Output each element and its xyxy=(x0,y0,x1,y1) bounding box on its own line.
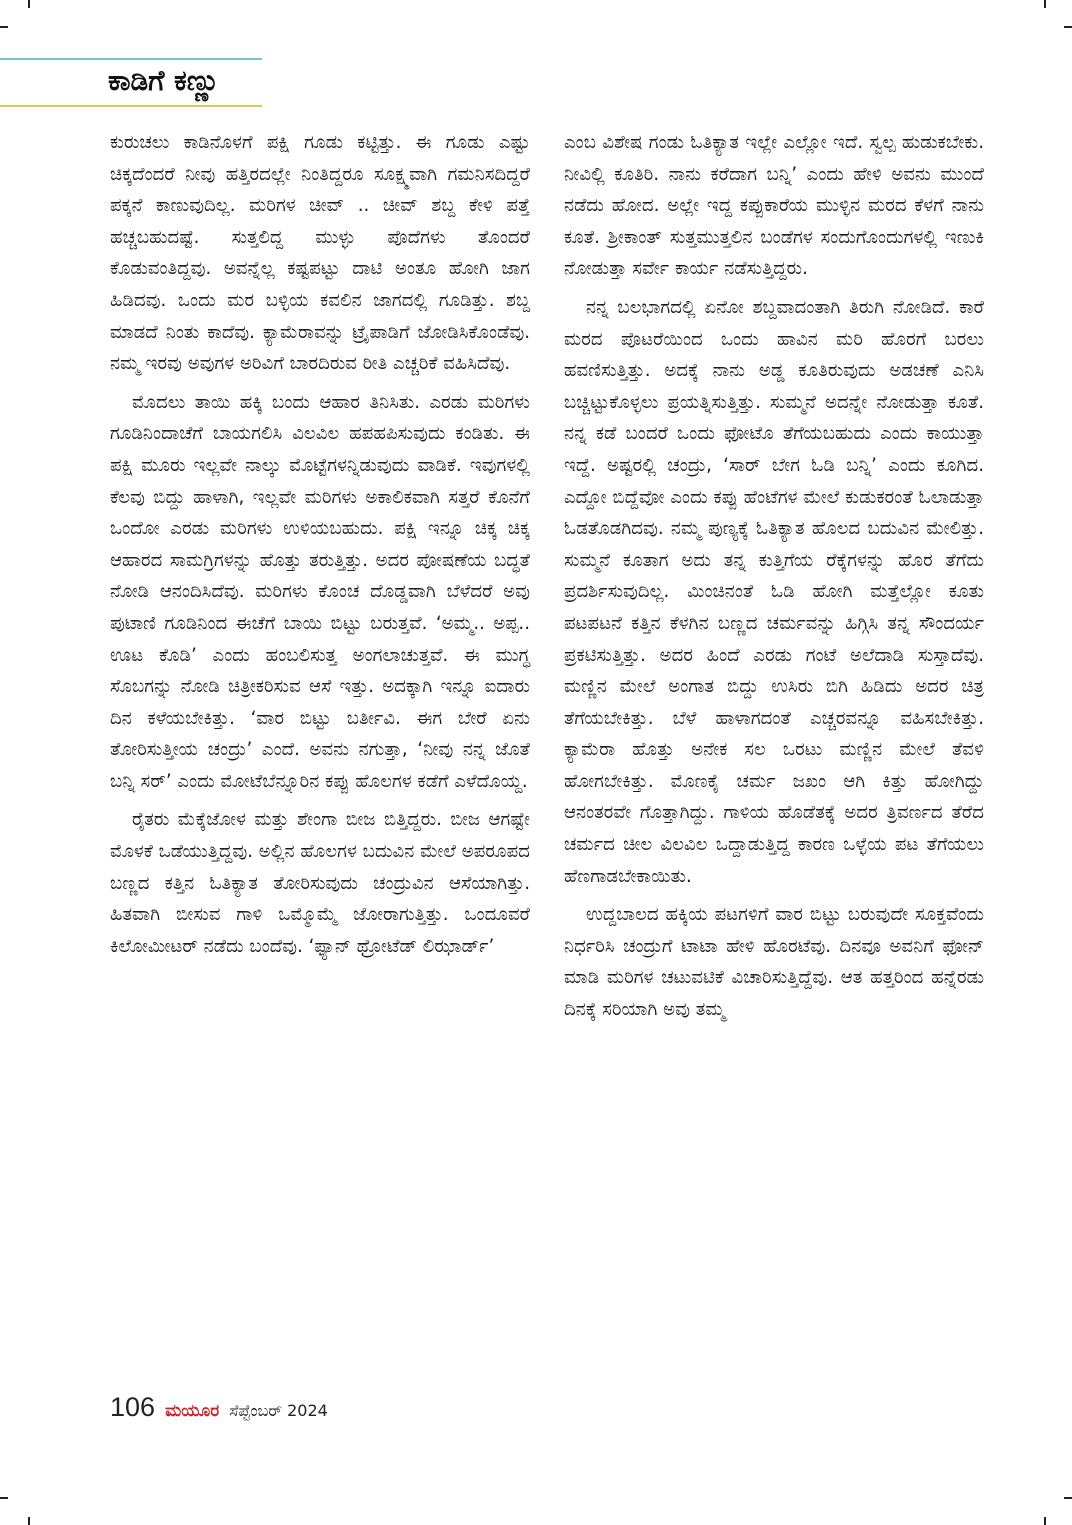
article-paragraph: ಮೊದಲು ತಾಯಿ ಹಕ್ಕಿ ಬಂದು ಆಹಾರ ತಿನಿಸಿತು. ಎರಡು ಮರಿಗಳು ಗೂಡಿನಿಂದಾಚೆಗೆ ಬಾಯಗಲಿಸಿ ವಿಲವಿಲ ಹಪಹಪಿಸುವುದು ಕಂಡಿತು. ಈ ಪಕ್ಷಿ ಮೂರು ಇಲ್ಲವೇ ನಾಲ್ಕು ಮೊಟ್ಟೆಗಳನ್ನಿಡುವುದು ವಾಡಿಕೆ. ಇವುಗಳಲ್ಲಿ ಕೆಲವು ಬಿದ್ದು ಹಾಳಾಗಿ, ಇಲ್ಲವೇ ಮರಿಗಳು ಅಕಾಲಿಕವಾಗಿ ಸತ್ತರೆ ಕೊನೆಗೆ ಒಂದೋ ಎರಡು ಮರಿಗಳು ಉಳಿಯಬಹುದು. ಪಕ್ಷಿ ಇನ್ನೂ ಚಿಕ್ಕ ಚಿಕ್ಕ ಆಹಾರದ ಸಾಮಗ್ರಿಗಳನ್ನು ಹೊತ್ತು ತರುತ್ತಿತ್ತು. ಅದರ ಪೋಷಣೆಯ ಬದ್ಧತೆ ನೋಡಿ ಆನಂದಿಸಿದೆವು. ಮರಿಗಳು ಕೊಂಚ ದೊಡ್ಡವಾಗಿ ಬೆಳೆದರೆ ಅವು ಪುಟಾಣಿ ಗೂಡಿನಿಂದ ಈಚೆಗೆ ಬಾಯಿ ಬಿಟ್ಟು ಬರುತ್ತವೆ. ‘ಅಮ್ಮ.. ಅಪ್ಪ.. ಊಟ ಕೊಡಿ’ ಎಂದು ಹಂಬಲಿಸುತ್ತ ಅಂಗಲಾಚುತ್ತವೆ. ಈ ಮುಗ್ಧ ಸೊಬಗನ್ನು ನೋಡಿ ಚಿತ್ರೀಕರಿಸುವ ಆಸೆ ಇತ್ತು. ಅದಕ್ಕಾಗಿ ಇನ್ನೂ ಐದಾರು ದಿನ ಕಳೆಯಬೇಕಿತ್ತು. ‘ವಾರ ಬಿಟ್ಟು ಬರ್ತೀವಿ. ಈಗ ಬೇರೆ ಏನು ತೋರಿಸುತ್ತೀಯ ಚಂದ್ರು’ ಎಂದೆ. ಅವನು ನಗುತ್ತಾ, ‘ನೀವು ನನ್ನ ಜೊತೆ ಬನ್ನಿ ಸರ್’ ಎಂದು ಮೋಟೆಬೆನ್ನೂರಿನ ಕಪ್ಪು ಹೊಲಗಳ ಕಡೆಗೆ ಎಳೆದೊಯ್ದ. xyxy=(110,391,530,792)
crop-mark xyxy=(1064,26,1072,28)
issue-date: ಸೆಪ್ಟೆಂಬರ್ 2024 xyxy=(229,1401,328,1420)
article-column-left xyxy=(110,127,530,969)
article-paragraph: ಎಂಬ ವಿಶೇಷ ಗಂಡು ಓತಿಕ್ಯಾತ ಇಲ್ಲೇ ಎಲ್ಲೋ ಇದೆ. ಸ್ವಲ್ಪ ಹುಡುಕಬೇಕು. ನೀವಿಲ್ಲಿ ಕೂತಿರಿ. ನಾನು ಕರೆದಾಗ ಬನ್ನಿ’ ಎಂದು ಹೇಳಿ ಅವನು ಮುಂದೆ ನಡೆದು ಹೋದ. ಅಲ್ಲೇ ಇದ್ದ ಕಪ್ಪುಕಾರೆಯ ಮುಳ್ಳಿನ ಮರದ ಕೆಳಗೆ ನಾನು ಕೂತೆ. ಶ್ರೀಕಾಂತ್ ಸುತ್ತಮುತ್ತಲಿನ ಬಂಡೆಗಳ ಸಂದುಗೊಂದುಗಳಲ್ಲಿ ಇಣುಕಿ ನೋಡುತ್ತಾ ಸರ್ವೇ ಕಾರ್ಯ ನಡೆಸುತ್ತಿದ್ದರು. xyxy=(564,132,984,280)
crop-mark xyxy=(1044,1517,1046,1525)
section-title: ಕಾಡಿಗೆ ಕಣ್ಣು xyxy=(108,64,220,97)
article-paragraph: ಕುರುಚಲು ಕಾಡಿನೊಳಗೆ ಪಕ್ಷಿ ಗೂಡು ಕಟ್ಟಿತ್ತು. ಈ ಗೂಡು ಎಷ್ಟು ಚಿಕ್ಕದೆಂದರೆ ನೀವು ಹತ್ತಿರದಲ್ಲೇ ನಿಂತಿದ್ದರೂ ಸೂಕ್ಷ್ಮವಾಗಿ ಗಮನಿಸದಿದ್ದರೆ ಪಕ್ಕನೆ ಕಾಣುವುದಿಲ್ಲ. ಮರಿಗಳ ಚೀವ್ .. ಚೀವ್ ಶಬ್ದ ಕೇಳಿ ಪತ್ತೆ ಹಚ್ಚಬಹುದಷ್ಟೆ. ಸುತ್ತಲಿದ್ದ ಮುಳ್ಳು ಪೊದೆಗಳು ತೊಂದರೆ ಕೊಡುವಂತಿದ್ದವು. ಅವನ್ನೆಲ್ಲ ಕಷ್ಟಪಟ್ಟು ದಾಟಿ ಅಂತೂ ಹೋಗಿ ಜಾಗ ಹಿಡಿದವು. ಒಂದು ಮರ ಬಳ್ಳಿಯ ಕವಲಿನ ಜಾಗದಲ್ಲಿ ಗೂಡಿತ್ತು. ಶಬ್ದ ಮಾಡದೆ ನಿಂತು ಕಾದೆವು. ಕ್ಯಾಮೆರಾವನ್ನು ಟ್ರೈಪಾಡಿಗೆ ಜೋಡಿಸಿಕೊಂಡೆವು. ನಮ್ಮ ಇರವು ಅವುಗಳ ಅರಿವಿಗೆ ಬಾರದಿರುವ ರೀತಿ ಎಚ್ಚರಿಕೆ ವಹಿಸಿದೆವು. xyxy=(110,132,530,375)
header-rule-bottom xyxy=(0,105,262,107)
article-paragraph: ನನ್ನ ಬಲಭಾಗದಲ್ಲಿ ಏನೋ ಶಬ್ದವಾದಂತಾಗಿ ತಿರುಗಿ ನೋಡಿದೆ. ಕಾರೆ ಮರದ ಪೊಟರೆಯಿಂದ ಒಂದು ಹಾವಿನ ಮರಿ ಹೊರಗೆ ಬರಲು ಹವಣಿಸುತ್ತಿತ್ತು. ಅದಕ್ಕೆ ನಾನು ಅಡ್ಡ ಕೂತಿರುವುದು ಅಡಚಣೆ ಎನಿಸಿ ಬಚ್ಚಿಟ್ಟುಕೊಳ್ಳಲು ಪ್ರಯತ್ನಿಸುತ್ತಿತ್ತು. ಸುಮ್ಮನೆ ಅದನ್ನೇ ನೋಡುತ್ತಾ ಕೂತೆ. ನನ್ನ ಕಡೆ ಬಂದರೆ ಒಂದು ಫೋಟೊ ತೆಗೆಯಬಹುದು ಎಂದು ಕಾಯುತ್ತಾ ಇದ್ದೆ. ಅಷ್ಟರಲ್ಲಿ ಚಂದ್ರು, ‘ಸಾರ್ ಬೇಗ ಓಡಿ ಬನ್ನಿ’ ಎಂದು ಕೂಗಿದ. ಎದ್ದೋ ಬಿದ್ದೆವೋ ಎಂದು ಕಪ್ಪು ಹೆಂಟೆಗಳ ಮೇಲೆ ಕುಡುಕರಂತೆ ಓಲಾಡುತ್ತಾ ಓಡತೊಡಗಿದವು. ನಮ್ಮ ಪುಣ್ಯಕ್ಕೆ ಓತಿಕ್ಯಾತ ಹೊಲದ ಬದುವಿನ ಮೇಲಿತ್ತು. ಸುಮ್ಮನೆ ಕೂತಾಗ ಅದು ತನ್ನ ಕುತ್ತಿಗೆಯ ರೆಕ್ಕೆಗಳನ್ನು ಹೊರ ತೆಗೆದು ಪ್ರದರ್ಶಿಸುವುದಿಲ್ಲ. ಮಿಂಚಿನಂತೆ ಓಡಿ ಹೋಗಿ ಮತ್ತೆಲ್ಲೋ ಕೂತು ಪಟಪಟನೆ ಕತ್ತಿನ ಕೆಳಗಿನ ಬಣ್ಣದ ಚರ್ಮವನ್ನು ಹಿಗ್ಗಿಸಿ ತನ್ನ ಸೌಂದರ್ಯ ಪ್ರಕಟಿಸುತ್ತಿತ್ತು. ಅದರ ಹಿಂದೆ ಎರಡು ಗಂಟೆ ಅಲೆದಾಡಿ ಸುಸ್ತಾದೆವು. ಮಣ್ಣಿನ ಮೇಲೆ ಅಂಗಾತ ಬಿದ್ದು ಉಸಿರು ಬಿಗಿ ಹಿಡಿದು ಅದರ ಚಿತ್ರ ತೆಗೆಯಬೇಕಿತ್ತು. ಬೆಳೆ ಹಾಳಾಗದಂತೆ ಎಚ್ಚರವನ್ನೂ ವಹಿಸಬೇಕಿತ್ತು. ಕ್ಯಾಮೆರಾ ಹೊತ್ತು ಅನೇಕ ಸಲ ಒರಟು ಮಣ್ಣಿನ ಮೇಲೆ ತೆವಳಿ ಹೋಗಬೇಕಿತ್ತು. ಮೊಣಕೈ ಚರ್ಮ ಜಖಂ ಆಗಿ ಕಿತ್ತು ಹೋಗಿದ್ದು ಆನಂತರವೇ ಗೊತ್ತಾಗಿದ್ದು. ಗಾಳಿಯ ಹೊಡೆತಕ್ಕೆ ಅದರ ತ್ರಿವರ್ಣದ ತೆರೆದ ಚರ್ಮದ ಚೀಲ ವಿಲವಿಲ ಒದ್ದಾಡುತ್ತಿದ್ದ ಕಾರಣ ಒಳ್ಳೆಯ ಪಟ ತೆಗೆಯಲು ಹೆಣಗಾಡಬೇಕಾಯಿತು. xyxy=(564,296,984,887)
crop-mark xyxy=(1044,0,1046,8)
crop-mark xyxy=(0,1497,8,1499)
header-rule-top xyxy=(0,58,262,60)
article-paragraph: ಉದ್ದಬಾಲದ ಹಕ್ಕಿಯ ಪಟಗಳಿಗೆ ವಾರ ಬಿಟ್ಟು ಬರುವುದೇ ಸೂಕ್ತವೆಂದು ನಿರ್ಧರಿಸಿ ಚಂದ್ರುಗೆ ಟಾಟಾ ಹೇಳಿ ಹೊರಟೆವು. ದಿನವೂ ಅವನಿಗೆ ಫೋನ್ ಮಾಡಿ ಮರಿಗಳ ಚಟುವಟಿಕೆ ವಿಚಾರಿಸುತ್ತಿದ್ದೆವು. ಆತ ಹತ್ತರಿಂದ ಹನ್ನೆರಡು ದಿನಕ್ಕೆ ಸರಿಯಾಗಿ ಅವು ತಮ್ಮ xyxy=(564,904,984,1021)
article-paragraph: ರೈತರು ಮೆಕ್ಕೆಜೋಳ ಮತ್ತು ಶೇಂಗಾ ಬೀಜ ಬಿತ್ತಿದ್ದರು. ಬೀಜ ಆಗಷ್ಟೇ ಮೊಳಕೆ ಒಡೆಯುತ್ತಿದ್ದವು. ಅಲ್ಲಿನ ಹೊಲಗಳ ಬದುವಿನ ಮೇಲೆ ಅಪರೂಪದ ಬಣ್ಣದ ಕತ್ತಿನ ಓತಿಕ್ಯಾತ ತೋರಿಸುವುದು ಚಂದ್ರುವಿನ ಆಸೆಯಾಗಿತ್ತು. ಹಿತವಾಗಿ ಬೀಸುವ ಗಾಳಿ ಒಮ್ಮೊಮ್ಮೆ ಜೋರಾಗುತ್ತಿತ್ತು. ಒಂದೂವರೆ ಕಿಲೋಮೀಟರ್ ನಡೆದು ಬಂದೆವು. ‘ಫ್ಯಾನ್ ಥ್ರೋಟೆಡ್ ಲಿಝಾರ್ಡ್’ xyxy=(110,809,530,957)
page-number: 106 xyxy=(110,1392,156,1422)
crop-mark xyxy=(0,26,8,28)
crop-mark xyxy=(28,0,30,8)
crop-mark xyxy=(1064,1497,1072,1499)
article-column-right xyxy=(564,127,984,1033)
crop-mark xyxy=(28,1517,30,1525)
page-footer xyxy=(110,1392,328,1426)
section-header xyxy=(0,58,262,110)
magazine-logo: ಮಯೂರ xyxy=(165,1401,220,1421)
